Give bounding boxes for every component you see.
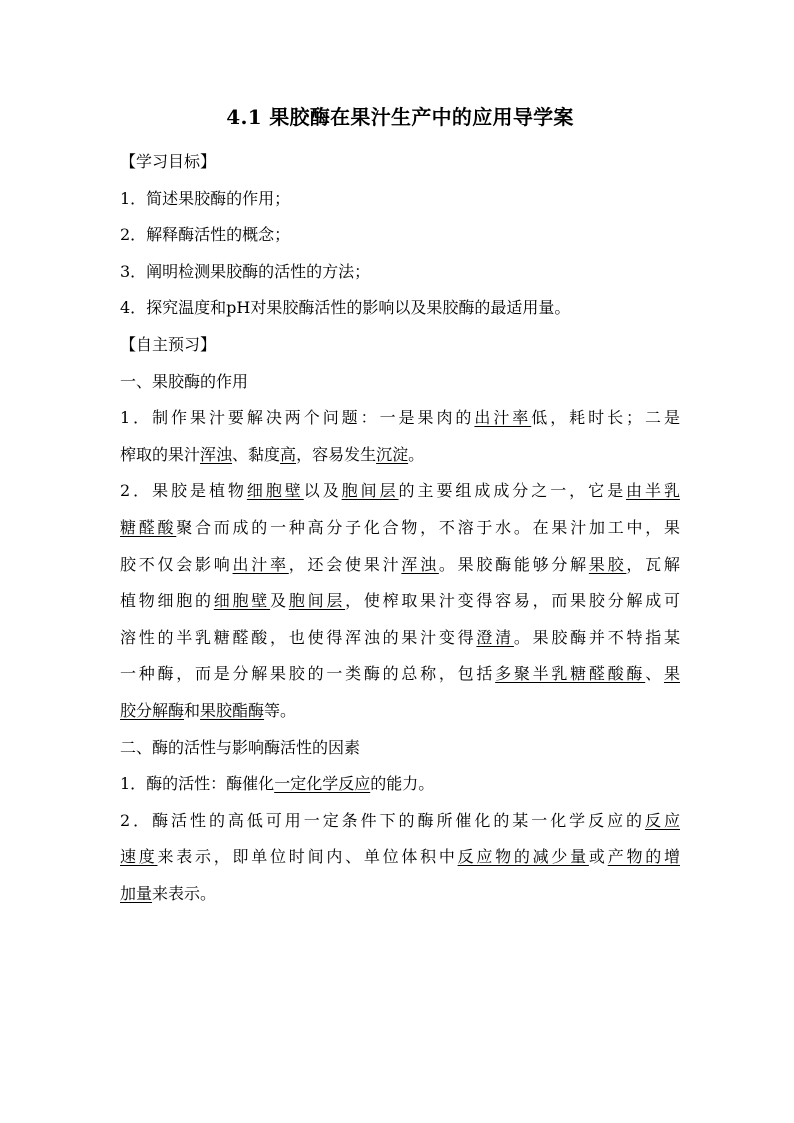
answer-underline: 浑浊	[401, 554, 439, 574]
answer-underline: 多聚半乳糖醛酸酶	[495, 664, 646, 684]
paragraph-line	[120, 547, 680, 584]
text-run: 等。	[264, 700, 297, 720]
text-run: 的能力。	[370, 774, 435, 794]
answer-underline: 反应物的减少量	[457, 847, 589, 867]
objective-item-2: 2．解释酶活性的概念；	[120, 225, 291, 245]
answer-underline: 胶分解酶	[120, 700, 185, 720]
answer-underline: 细胞壁	[246, 481, 304, 501]
text-run: 。	[408, 444, 425, 464]
text-run: ，瓦解	[626, 554, 680, 574]
text-run: 2．酶活性的高低可用一定条件下的酶所催化的某一化学反应的	[120, 810, 646, 830]
preview-heading: 【自主预习】	[120, 334, 217, 354]
answer-underline: 细胞壁	[213, 591, 271, 611]
page-title: 4.1 果胶酶在果汁生产中的应用导学案	[226, 105, 574, 129]
answer-underline: 果胶	[588, 554, 627, 574]
section1-paragraph-1	[120, 400, 680, 473]
answer-underline: 由半乳	[626, 481, 680, 501]
section1-paragraph-2	[120, 473, 680, 729]
document-content	[120, 102, 680, 912]
paragraph-line	[120, 583, 680, 620]
answer-underline: 反应	[645, 810, 680, 830]
paragraph-line	[120, 620, 680, 657]
section2-heading: 二、酶的活性与影响酶活性的因素	[120, 737, 361, 757]
text-run: 的主要组成成分之一，它是	[398, 481, 627, 501]
text-run: 来表示，即单位时间内、单位体积中	[157, 847, 458, 867]
answer-underline: 果	[663, 664, 680, 684]
paragraph-line	[120, 693, 680, 730]
section2-paragraph-2	[120, 803, 680, 913]
answer-underline: 糖醛酸	[120, 517, 177, 537]
paragraph-line	[120, 510, 680, 547]
text-run: 溶性的半乳糖醛酸，也使得浑浊的果汁变得	[120, 627, 477, 647]
paragraph-line	[120, 839, 680, 876]
answer-underline: 一定化学反应	[274, 774, 371, 794]
answer-underline: 澄清	[476, 627, 514, 647]
answer-underline: 出汁率	[474, 408, 532, 428]
text-run: 1．制作果汁要解决两个问题：一是果肉的	[120, 408, 475, 428]
objective-item-4: 4．探究温度和pH对果胶酶活性的影响以及果胶酶的最适用量。	[120, 298, 571, 318]
text-run: 。果胶酶并不特指某	[513, 627, 680, 647]
answer-underline: 胞间层	[341, 481, 399, 501]
answer-underline: 沉淀	[376, 444, 409, 464]
text-run: 和	[184, 700, 201, 720]
text-run: 以及	[303, 481, 342, 501]
text-run: 1．酶的活性：酶催化	[120, 774, 275, 794]
answer-underline: 加量	[120, 883, 153, 903]
answer-underline: 果胶酯酶	[200, 700, 265, 720]
answer-underline: 胞间层	[288, 591, 346, 611]
text-run: 、黏度	[232, 444, 281, 464]
text-run: 来表示。	[152, 883, 217, 903]
text-run: 低，耗时长；二是	[531, 408, 680, 428]
answer-underline: 产物的增	[607, 847, 680, 867]
answer-underline: 出汁率	[232, 554, 289, 574]
paragraph-line	[120, 437, 680, 474]
paragraph-line	[120, 400, 680, 437]
text-run: 胶不仅会影响	[120, 554, 233, 574]
text-run: ，还会使果汁	[288, 554, 402, 574]
text-run: 、	[645, 664, 664, 684]
text-run: 2．果胶是植物	[120, 481, 247, 501]
text-run: 榨取的果汁	[120, 444, 201, 464]
answer-underline: 速度	[120, 847, 158, 867]
paragraph-line	[120, 473, 680, 510]
section2-paragraph-1	[120, 766, 680, 803]
paragraph-line	[120, 656, 680, 693]
paragraph-line	[120, 803, 680, 840]
objective-item-1: 1．简述果胶酶的作用；	[120, 188, 291, 208]
answer-underline: 高	[280, 444, 297, 464]
objectives-heading: 【学习目标】	[120, 152, 217, 171]
text-run: 植物细胞的	[120, 591, 214, 611]
objective-item-3: 3．阐明检测果胶酶的活性的方法；	[120, 261, 371, 281]
text-run: 聚合而成的一种高分子化合物，不溶于水。在果汁加工中，果	[176, 517, 680, 537]
text-run: 或	[588, 847, 608, 867]
answer-underline: 浑浊	[200, 444, 233, 464]
text-run: 。果胶酶能够分解	[438, 554, 589, 574]
text-run: 及	[270, 591, 289, 611]
text-run: ，使榨取果汁变得容易，而果胶分解成可	[345, 591, 680, 611]
section1-heading: 一、果胶酶的作用	[120, 371, 249, 391]
text-run: ，容易发生	[296, 444, 377, 464]
text-run: 一种酶，而是分解果胶的一类酶的总称，包括	[120, 664, 496, 684]
paragraph-line	[120, 876, 680, 913]
